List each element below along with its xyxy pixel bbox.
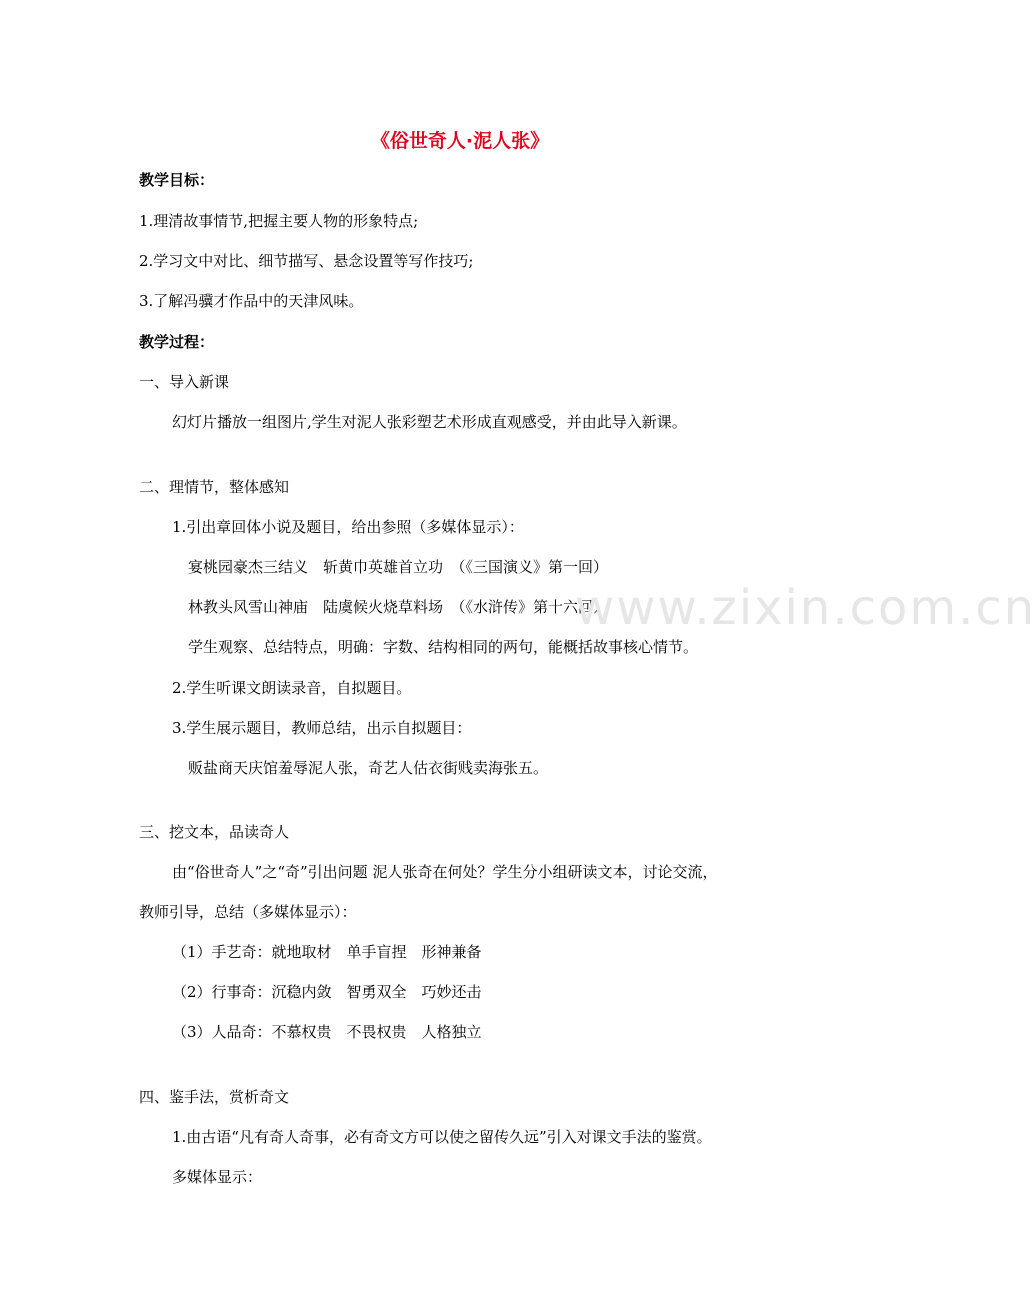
paragraph: 宴桃园豪杰三结义 斩黄巾英雄首立功 （《三国演义》第一回）	[188, 558, 609, 576]
paragraph: 2.学生听课文朗读录音，自拟题目。	[172, 679, 412, 697]
paragraph: （3）人品奇：不慕权贵 不畏权贵 人格独立	[172, 1023, 482, 1041]
paragraph: 林教头风雪山神庙 陆虞候火烧草料场 （《水浒传》第十六回）	[188, 598, 609, 616]
paragraph: 由“俗世奇人”之“奇”引出问题 泥人张奇在何处？学生分小组研读文本，讨论交流，	[172, 863, 718, 881]
objectives-heading: 教学目标：	[139, 171, 215, 189]
paragraph: 3.学生展示题目，教师总结，出示自拟题目：	[172, 719, 472, 737]
paragraph: 贩盐商天庆馆羞辱泥人张，奇艺人估衣街贱卖海张五。	[188, 759, 549, 777]
section-heading: 二、理情节，整体感知	[139, 478, 290, 496]
process-heading: 教学过程：	[139, 333, 215, 351]
paragraph: 1.引出章回体小说及题目，给出参照（多媒体显示）：	[172, 518, 524, 536]
objective-item: 2.学习文中对比、细节描写、悬念设置等写作技巧;	[139, 252, 474, 270]
objective-item: 3.了解冯骥才作品中的天津风味。	[139, 292, 364, 310]
paragraph: 教师引导，总结（多媒体显示）：	[139, 903, 357, 921]
objective-item: 1.理清故事情节,把握主要人物的形象特点;	[139, 212, 419, 230]
paragraph: 1.由古语“凡有奇人奇事，必有奇文方可以使之留传久远”引入对课文手法的鉴赏。	[172, 1128, 712, 1146]
section-heading: 四、鉴手法，赏析奇文	[139, 1088, 290, 1106]
watermark: www.zixin.com.cn	[575, 580, 1036, 636]
section-heading: 一、导入新课	[139, 373, 230, 391]
paragraph: （2）行事奇：沉稳内敛 智勇双全 巧妙还击	[172, 983, 482, 1001]
section-heading: 三、挖文本，品读奇人	[139, 823, 290, 841]
paragraph: 幻灯片播放一组图片,学生对泥人张彩塑艺术形成直观感受，并由此导入新课。	[172, 413, 687, 431]
paragraph: 多媒体显示：	[172, 1168, 263, 1186]
document-title: 《俗世奇人·泥人张》	[370, 130, 550, 152]
paragraph: （1）手艺奇：就地取材 单手盲捏 形神兼备	[172, 943, 482, 961]
paragraph: 学生观察、总结特点，明确：字数、结构相同的两句，能概括故事核心情节。	[188, 638, 699, 656]
